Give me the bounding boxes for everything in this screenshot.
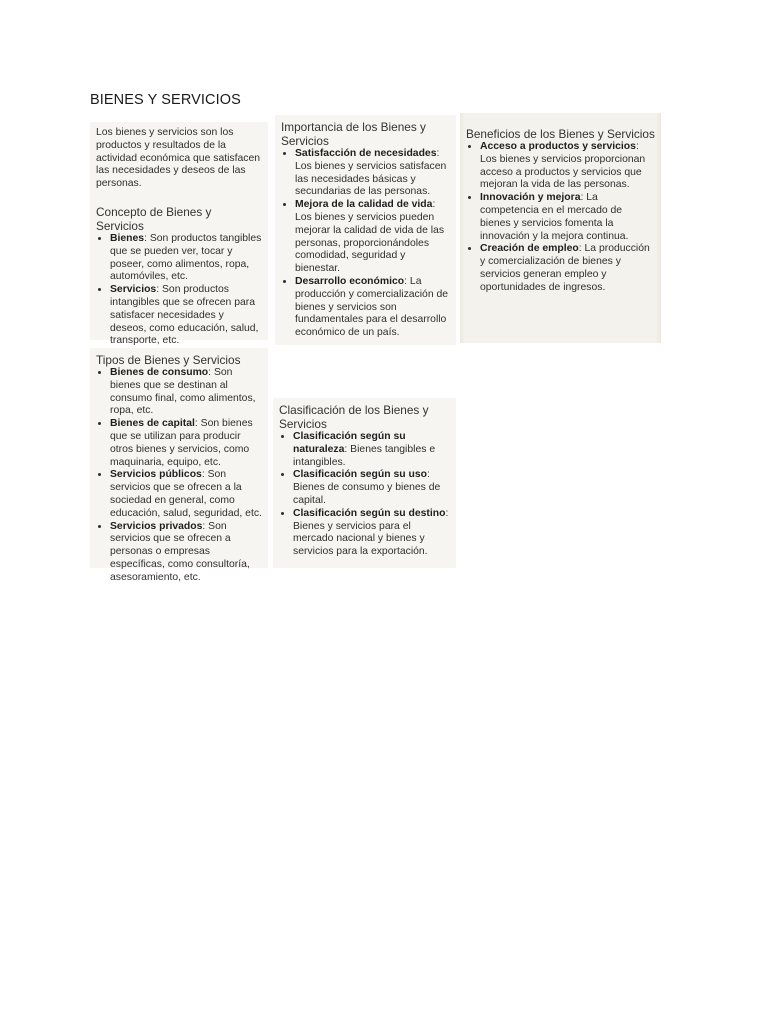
panel-fade [275,339,456,345]
concepto-heading: Concepto de Bienes y Servicios [96,204,212,233]
list-item: • Clasificación según su naturaleza: Bienes tangibles e intangibles. [293,431,450,469]
beneficios-list [466,141,655,295]
panel-importancia [275,115,456,345]
panel-beneficios [460,113,661,343]
intro-paragraph: Los bienes y servicios son los productos y resultados de la actividad económica que satisfacen las necesidades y deseos de las personas. [96,127,261,190]
list-item: • Satisfacción de necesidades: Los bienes y servicios satisfacen las necesidades básicas y secundarias de las personas. [295,148,450,199]
list-item: • Bienes de consumo: Son bienes que se destinan al consumo final, como alimentos, ropa, etc. [110,367,262,418]
document-title: BIENES Y SERVICIOS [90,92,241,108]
concepto-list [96,233,262,348]
tipos-heading: Tipos de Bienes y Servicios [96,353,241,367]
tipos-list [96,367,262,585]
list-item: • Mejora de la calidad de vida: Los bienes y servicios pueden mejorar la calidad de vida de las personas, proporcionándoles comodidad, seguridad y bienestar. [295,199,450,276]
list-item: • Servicios: Son productos intangibles que se ofrecen para satisfacer necesidades y deseos, como educación, salud, transporte, etc. [110,284,262,348]
list-item: • Clasificación según su destino: Bienes y servicios para el mercado nacional y bienes y servicios para la exportación. [293,508,450,559]
list-item: • Desarrollo económico: La producción y comercialización de bienes y servicios son fundamentales para el desarrollo económico de un país. [295,276,450,340]
list-item: • Servicios privados: Son servicios que se ofrecen a personas o empresas específicas, como consultoría, asesoramiento, etc. [110,521,262,585]
list-item: • Bienes de capital: Son bienes que se utilizan para producir otros bienes y servicios, como maquinaria, equipo, etc. [110,418,262,469]
clasificacion-heading: Clasificación de los Bienes y Servicios [279,403,429,431]
list-item: • Acceso a productos y servicios: Los bienes y servicios proporcionan acceso a productos y servicios que mejoran la vida de las personas. [480,141,655,192]
clasificacion-list [279,431,450,559]
panel-tipos [90,348,268,583]
list-item: • Creación de empleo: La producción y comercialización de bienes y servicios generan empleo y oportunidades de ingresos. [480,243,655,294]
list-item: • Innovación y mejora: La competencia en el mercado de bienes y servicios fomenta la innovación y la mejora continua. [480,192,655,243]
panel-clasificacion [273,398,456,568]
beneficios-heading: Beneficios de los Bienes y Servicios [466,127,655,141]
importancia-heading: Importancia de los Bienes y Servicios [281,120,426,148]
list-item: • Servicios públicos: Son servicios que se ofrecen a la sociedad en general, como educación, salud, seguridad, etc. [110,469,262,520]
list-item: • Clasificación según su uso: Bienes de consumo y bienes de capital. [293,469,450,507]
importancia-list [281,148,450,340]
list-item: • Bienes: Son productos tangibles que se pueden ver, tocar y poseer, como alimentos, ropa, automóviles, etc. [110,233,262,284]
panel-concepto [90,122,268,347]
